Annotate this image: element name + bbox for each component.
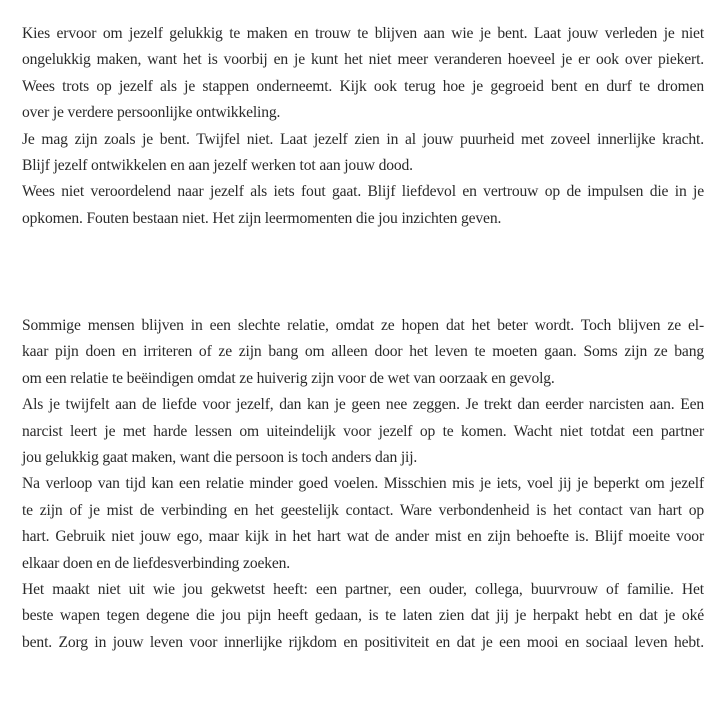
- text-line: Als je twijfelt aan de liefde voor jezelf, dan kan je geen nee zeggen. Je trekt dan eerder narcisten aan. Een: [22, 396, 704, 414]
- text-line: om een relatie te beëindigen omdat ze huiverig zijn voor de wet van oorzaak en gevolg.: [22, 369, 555, 387]
- text-line: Je mag zijn zoals je bent. Twijfel niet. Laat jezelf zien in al jouw puurheid met zoveel innerlijke kracht.: [22, 130, 704, 148]
- text-line: kaar pijn doen en irriteren of ze zijn bang om alleen door het leven te moeten gaan. Soms zijn ze bang: [22, 343, 704, 361]
- text-line: Na verloop van tijd kan een relatie minder goed voelen. Misschien mis je iets, voel jij je beperkt om jezelf: [22, 475, 704, 493]
- text-line: te zijn of je mist de verbinding en het geestelijk contact. Ware verbondenheid is het contact van hart op: [22, 501, 704, 519]
- text-line: Kies ervoor om jezelf gelukkig te maken en trouw te blijven aan wie je bent. Laat jouw verleden je niet: [22, 25, 704, 42]
- text-line: jou gelukkig gaat maken, want die persoon is toch anders dan jij.: [22, 448, 418, 466]
- text-line: narcist leert je met harde lessen om uiteindelijk voor jezelf op te komen. Wacht niet totdat een partner: [22, 422, 704, 440]
- text-line: ongelukkig maken, want het is voorbij en je kunt het niet meer veranderen hoeveel je er ook over piekert.: [22, 51, 704, 69]
- text-line: over je verdere persoonlijke ontwikkeling.: [22, 104, 281, 122]
- text-line: Het maakt niet uit wie jou gekwetst heeft: een partner, een ouder, collega, buurvrouw of familie. Het: [22, 580, 704, 598]
- text-block-self-love: [22, 21, 704, 232]
- text-line: opkomen. Fouten bestaan niet. Het zijn leermomenten die jou inzichten geven.: [22, 209, 502, 227]
- text-block-relationships: [22, 313, 704, 656]
- text-line: Sommige mensen blijven in een slechte relatie, omdat ze hopen dat het beter wordt. Toch blijven ze el-: [22, 317, 704, 334]
- text-line: Wees trots op jezelf als je stappen onderneemt. Kijk ook terug hoe je gegroeid bent en durf te dromen: [22, 77, 704, 95]
- text-line: elkaar doen en de liefdesverbinding zoeken.: [22, 554, 291, 572]
- text-line: beste wapen tegen degene die jou pijn heeft gedaan, is te laten zien dat jij je herpakt hebt en dat je oké: [22, 607, 704, 625]
- text-line: Blijf jezelf ontwikkelen en aan jezelf werken tot aan jouw dood.: [22, 156, 413, 174]
- text-line: Wees niet veroordelend naar jezelf als iets fout gaat. Blijf liefdevol en vertrouw op de impulsen die in je: [22, 183, 704, 201]
- text-line: hart. Gebruik niet jouw ego, maar kijk in het hart wat de ander mist en zijn behoefte is. Blijf moeite voor: [22, 528, 704, 546]
- text-line: bent. Zorg in jouw leven voor innerlijke rijkdom en positiviteit en dat je een mooi en sociaal leven hebt.: [22, 633, 704, 651]
